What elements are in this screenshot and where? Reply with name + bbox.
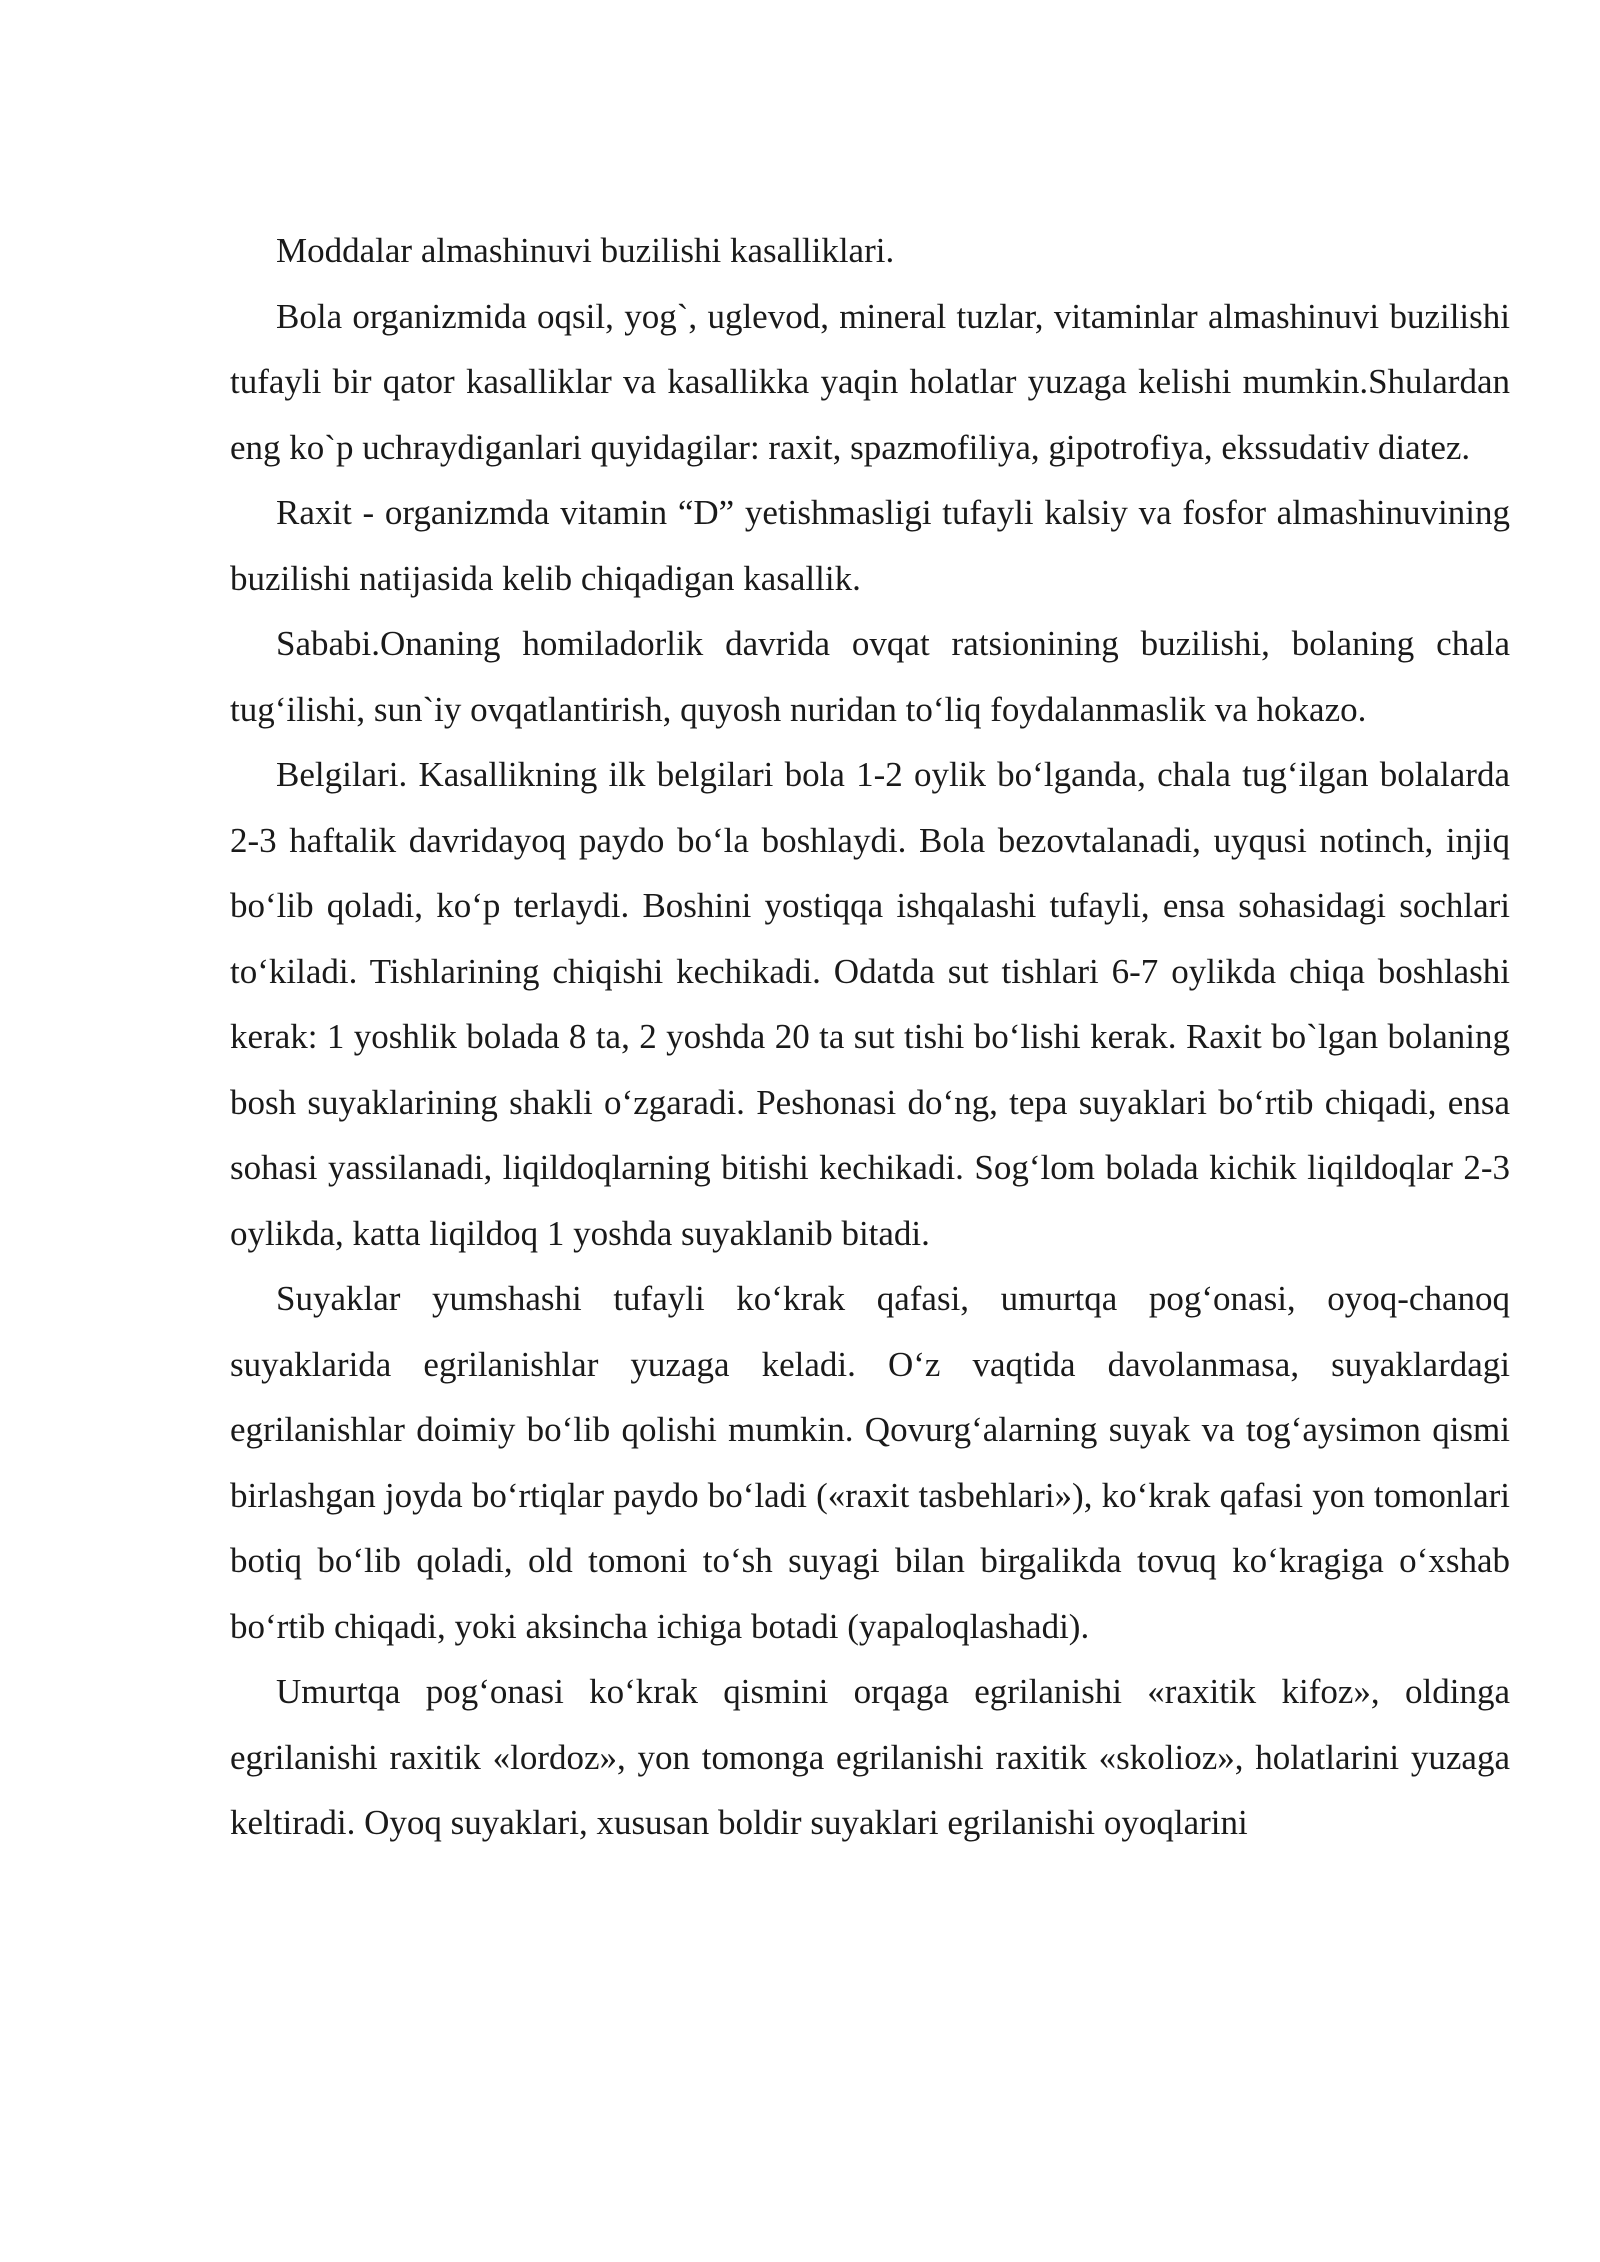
paragraph-intro: Bola organizmida oqsil, yog`, uglevod, mineral tuzlar, vitaminlar almashinuvi buzilishi tufayli bir qator kasalliklar va kasallikka yaqin holatlar yuzaga kelishi mumkin.Shulardan eng ko`p uchraydiganlari quyidagilar: raxit, spazmofiliya, gipotrofiya, ekssudativ diatez.	[230, 296, 1510, 467]
paragraph-bone-softening: Suyaklar yumshashi tufayli ko‘krak qafasi, umurtqa pog‘onasi, oyoq-chanoq suyaklarida egrilanishlar yuzaga keladi. O‘z vaqtida davolanmasa, suyaklardagi egrilanishlar doimiy bo‘lib qolishi mumkin. Qovurg‘alarning suyak va tog‘aysimon qismi birlashgan joyda bo‘rtiqlar paydo bo‘ladi («raxit tasbehlari»), ko‘krak qafasi yon tomonlari botiq bo‘lib qoladi, old tomoni to‘sh suyagi bilan birgalikda tovuq ko‘kragiga o‘xshab bo‘rtib chiqadi, yoki aksincha ichiga botadi (yapaloqlashadi).	[230, 1279, 1510, 1646]
paragraph-causes: Sababi.Onaning homiladorlik davrida ovqat ratsionining buzilishi, bolaning chala tug‘ilishi, sun`iy ovqatlantirish, quyosh nuridan to‘liq foydalanmaslik va hokazo.	[230, 624, 1510, 729]
paragraph-spine: Umurtqa pog‘onasi ko‘krak qismini orqaga egrilanishi «raxitik kifoz», oldinga egrilanishi raxitik «lordoz», yon tomonga egrilanishi raxitik «skolioz», holatlarini yuzaga keltiradi. Oyoq suyaklari, xususan boldir suyaklari egrilanishi oyoqlarini	[230, 1672, 1510, 1842]
paragraph-symptoms: Belgilari. Kasallikning ilk belgilari bola 1-2 oylik bo‘lganda, chala tug‘ilgan bolalarda 2-3 haftalik davridayoq paydo bo‘la boshlaydi. Bola bezovtalanadi, uyqusi notinch, injiq bo‘lib qoladi, ko‘p terlaydi. Boshini yostiqqa ishqalashi tufayli, ensa sohasidagi sochlari to‘kiladi. Tishlarining chiqishi kechikadi. Odatda sut tishlari 6-7 oylikda chiqa boshlashi kerak: 1 yoshlik bolada 8 ta, 2 yoshda 20 ta sut tishi bo‘lishi kerak. Raxit bo`lgan bolaning bosh suyaklarining shakli o‘zgaradi. Peshonasi do‘ng, tepa suyaklari bo‘rtib chiqadi, ensa sohasi yassilanadi, liqildoqlarning bitishi kechikadi. Sog‘lom bolada kichik liqildoqlar 2-3 oylikda, katta liqildoq 1 yoshda suyaklanib bitadi.	[230, 755, 1510, 1253]
paragraph-raxit-definition: Raxit - organizmda vitamin “D” yetishmasligi tufayli kalsiy va fosfor almashinuvining buzilishi natijasida kelib chiqadigan kasallik.	[230, 493, 1510, 598]
document-body	[230, 218, 1510, 1856]
section-title: Moddalar almashinuvi buzilishi kasalliklari.	[276, 231, 895, 270]
